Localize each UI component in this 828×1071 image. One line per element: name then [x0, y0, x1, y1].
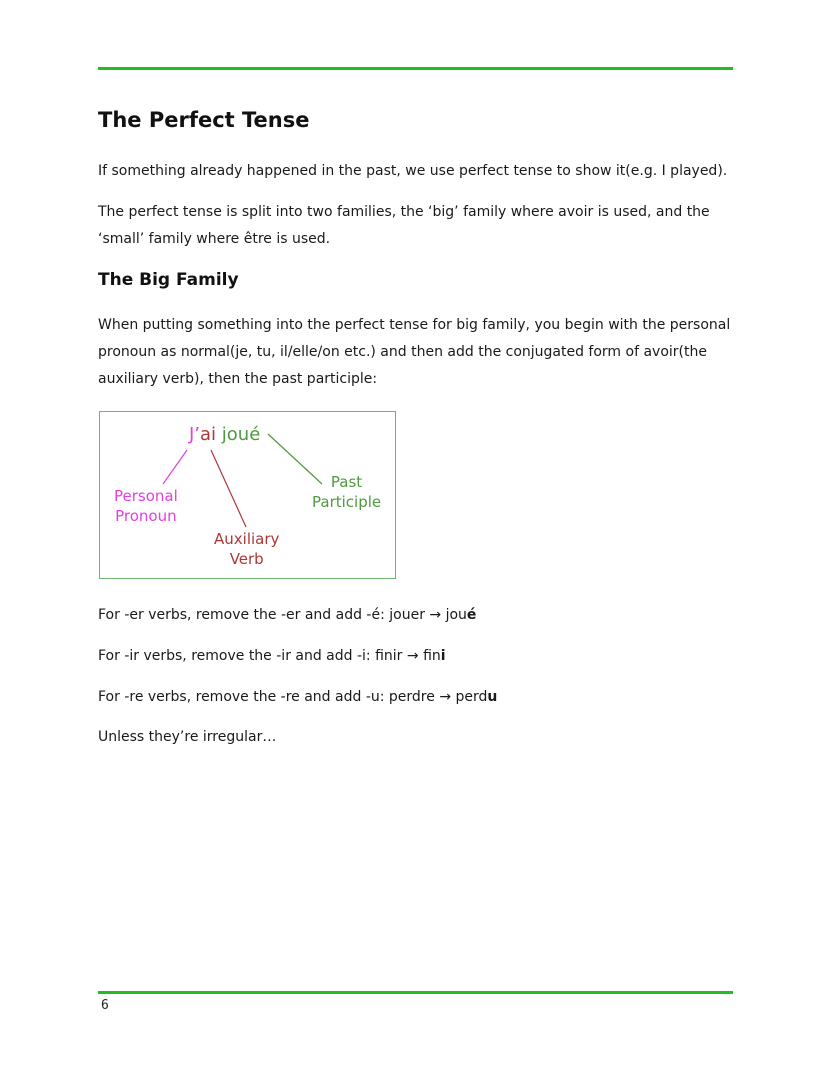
er-ending: é	[466, 607, 477, 623]
section-heading: The Big Family	[98, 270, 239, 290]
label-personal-pronoun: Personal Pronoun	[114, 487, 178, 525]
re-ending: u	[487, 689, 498, 705]
footer-rule	[98, 991, 733, 994]
rule-ir-verbs: For -ir verbs, remove the -ir and add -i: finir → fini	[98, 648, 446, 664]
page-number: 6	[101, 998, 109, 1013]
ir-ending: i	[440, 648, 446, 664]
closing-note: Unless they’re irregular…	[98, 729, 277, 745]
header-rule	[98, 67, 733, 70]
pronoun-part: J’	[189, 424, 201, 445]
auxiliary-connector	[211, 450, 246, 527]
pronoun-connector	[163, 450, 187, 484]
intro-paragraph-2: The perfect tense is split into two families, the ‘big’ family where avoir is used, and the ‘small’ family where être is used.	[98, 204, 710, 247]
section-paragraph: When putting something into the perfect tense for big family, you begin with the personal pronoun as normal(je, tu, il/elle/on etc.) and then add the conjugated form of avoir(the auxiliary verb), then the past participle:	[98, 317, 731, 387]
rule-er-verbs: For -er verbs, remove the -er and add -é: jouer → joué	[98, 607, 477, 623]
auxiliary-part: ai	[200, 424, 217, 445]
participle-part: joué	[221, 424, 261, 445]
rule-re-verbs: For -re verbs, remove the -re and add -u: perdre → perdu	[98, 689, 498, 705]
intro-paragraph-1: If something already happened in the past, we use perfect tense to show it(e.g. I played).	[98, 163, 728, 179]
perfect-tense-diagram	[99, 411, 396, 579]
example-phrase	[189, 424, 260, 446]
label-past-participle: Past Participle	[312, 473, 382, 511]
label-auxiliary-verb: Auxiliary Verb	[214, 530, 280, 568]
page-title: The Perfect Tense	[98, 108, 310, 132]
